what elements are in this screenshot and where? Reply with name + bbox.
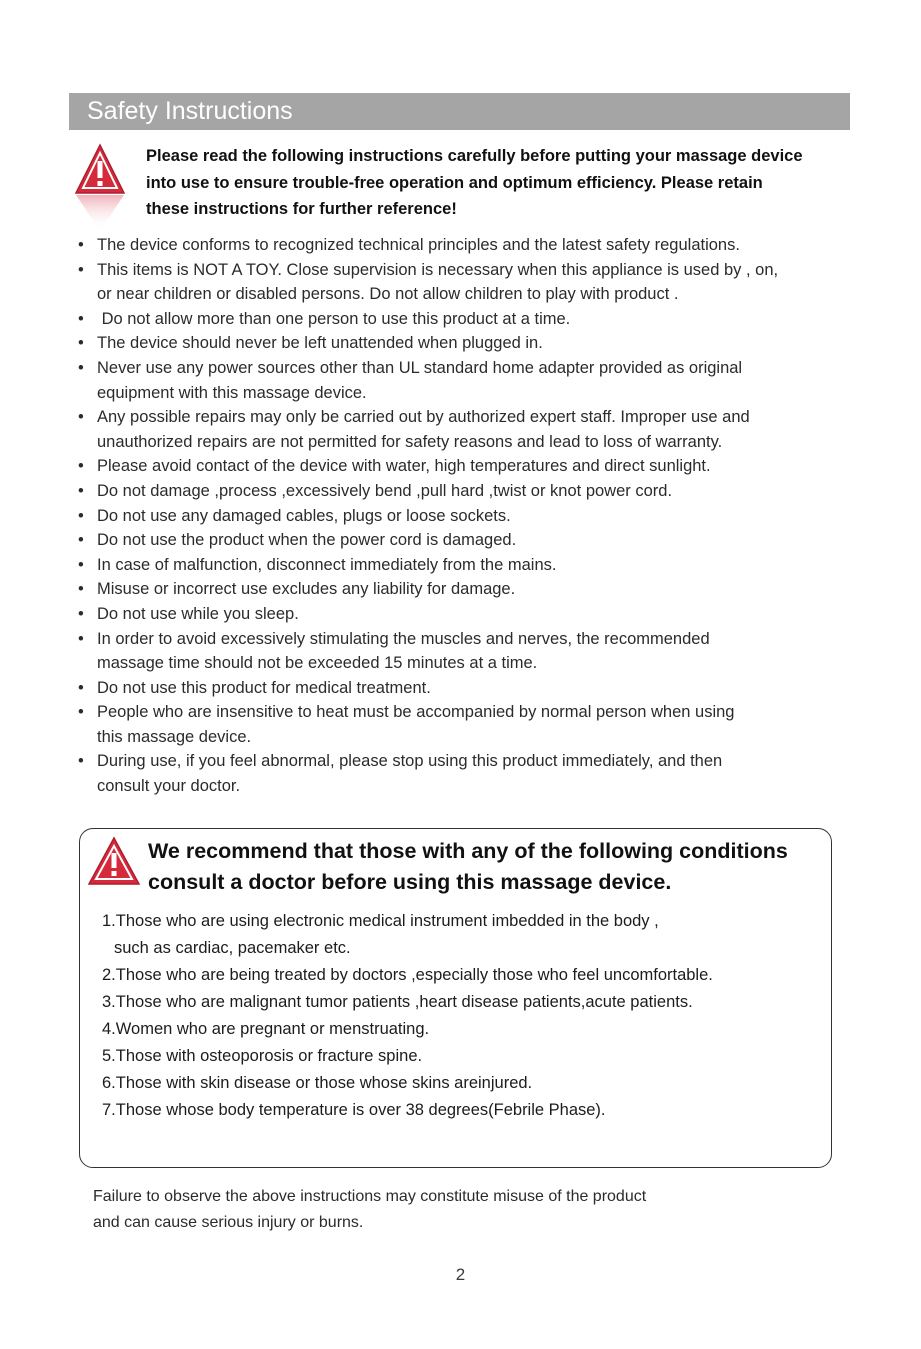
bullet-item bbox=[78, 307, 868, 332]
bullet-text: Please avoid contact of the device with water, high temperatures and direct sunlight. bbox=[97, 457, 711, 476]
intro-line: Please read the following instructions carefully before putting your massage device bbox=[146, 147, 803, 165]
condition-item: such as cardiac, pacemaker etc. bbox=[114, 939, 351, 957]
bullet-symbol: • bbox=[78, 629, 84, 648]
bullet-item bbox=[78, 749, 868, 798]
condition-item: 6.Those with skin disease or those whose skins areinjured. bbox=[102, 1074, 533, 1092]
bullet-text: Do not use this product for medical treatment. bbox=[97, 678, 431, 697]
conditions-list bbox=[102, 908, 713, 1124]
bullet-symbol: • bbox=[78, 604, 84, 623]
footer-line: and can cause serious injury or burns. bbox=[93, 1214, 364, 1231]
safety-bullet-list bbox=[78, 233, 868, 799]
section-title: Safety Instructions bbox=[87, 97, 293, 125]
intro-line: into use to ensure trouble-free operation and optimum efficiency. Please retain bbox=[146, 173, 763, 192]
footer-line: Failure to observe the above instructions may constitute misuse of the product bbox=[93, 1188, 647, 1205]
bullet-item bbox=[78, 528, 868, 553]
page-number: 2 bbox=[455, 1265, 466, 1284]
bullet-item bbox=[78, 479, 868, 504]
bullet-text: Any possible repairs may only be carried out by authorized expert staff. Improper use and bbox=[97, 408, 750, 427]
warning-triangle-icon bbox=[87, 836, 141, 886]
bullet-text: This items is NOT A TOY. Close supervision is necessary when this appliance is used by , on, bbox=[97, 260, 779, 279]
bullet-text: consult your doctor. bbox=[97, 777, 241, 796]
bullet-text: The device conforms to recognized technical principles and the latest safety regulations. bbox=[97, 236, 740, 254]
bullet-item bbox=[78, 331, 868, 356]
condition-item: 5.Those with osteoporosis or fracture spine. bbox=[102, 1047, 423, 1065]
condition-item: 1.Those who are using electronic medical instrument imbedded in the body , bbox=[102, 912, 659, 930]
bullet-item bbox=[78, 577, 868, 602]
bullet-item bbox=[78, 504, 868, 529]
bullet-text: People who are insensitive to heat must be accompanied by normal person when using bbox=[97, 703, 735, 722]
bullet-item bbox=[78, 700, 868, 749]
bullet-item bbox=[78, 405, 868, 454]
bullet-symbol: • bbox=[78, 703, 84, 722]
bullet-symbol: • bbox=[78, 506, 84, 525]
bullet-text: Do not damage ,process ,excessively bend ,pull hard ,twist or knot power cord. bbox=[97, 481, 673, 500]
bullet-symbol: • bbox=[78, 236, 84, 254]
bullet-symbol: • bbox=[78, 309, 84, 328]
bullet-text: this massage device. bbox=[97, 727, 252, 746]
bullet-item bbox=[78, 233, 868, 258]
bullet-text: The device should never be left unattended when plugged in. bbox=[97, 334, 543, 353]
condition-item: 2.Those who are being treated by doctors ,especially those who feel uncomfortable. bbox=[102, 966, 713, 984]
bullet-symbol: • bbox=[78, 408, 84, 427]
bullet-symbol: • bbox=[78, 752, 84, 771]
bullet-symbol: • bbox=[78, 358, 84, 377]
bullet-text: Do not use any damaged cables, plugs or loose sockets. bbox=[97, 506, 511, 525]
bullet-item bbox=[78, 553, 868, 578]
bullet-symbol: • bbox=[78, 531, 84, 550]
bullet-text: Do not use while you sleep. bbox=[97, 604, 299, 623]
bullet-text: equipment with this massage device. bbox=[97, 383, 367, 402]
intro-line: these instructions for further reference! bbox=[146, 200, 457, 218]
bullet-text: During use, if you feel abnormal, please stop using this product immediately, and then bbox=[97, 752, 723, 771]
bullet-item bbox=[78, 258, 868, 307]
bullet-text: Do not allow more than one person to use this product at a time. bbox=[97, 309, 571, 328]
condition-item: 7.Those whose body temperature is over 38 degrees(Febrile Phase). bbox=[102, 1101, 606, 1119]
conditions-heading bbox=[148, 836, 788, 898]
bullet-symbol: • bbox=[78, 580, 84, 599]
bullet-text: Misuse or incorrect use excludes any liability for damage. bbox=[97, 580, 516, 599]
conditions-heading-line: We recommend that those with any of the following conditions bbox=[148, 839, 788, 863]
bullet-text: In order to avoid excessively stimulating the muscles and nerves, the recommended bbox=[97, 629, 710, 648]
bullet-text: unauthorized repairs are not permitted for safety reasons and lead to loss of warranty. bbox=[97, 432, 723, 451]
condition-item: 4.Women who are pregnant or menstruating. bbox=[102, 1020, 430, 1038]
bullet-item bbox=[78, 356, 868, 405]
section-header-bar bbox=[69, 93, 850, 130]
intro-text bbox=[146, 143, 856, 223]
bullet-text: or near children or disabled persons. Do not allow children to play with product . bbox=[97, 285, 679, 304]
bullet-symbol: • bbox=[78, 678, 84, 697]
bullet-text: massage time should not be exceeded 15 minutes at a time. bbox=[97, 654, 538, 673]
bullet-item bbox=[78, 676, 868, 701]
bullet-text: In case of malfunction, disconnect immediately from the mains. bbox=[97, 555, 557, 574]
bullet-symbol: • bbox=[78, 481, 84, 500]
bullet-text: Do not use the product when the power cord is damaged. bbox=[97, 531, 517, 550]
condition-item: 3.Those who are malignant tumor patients ,heart disease patients,acute patients. bbox=[102, 993, 693, 1011]
bullet-symbol: • bbox=[78, 555, 84, 574]
bullet-symbol: • bbox=[78, 334, 84, 353]
bullet-symbol: • bbox=[78, 260, 84, 279]
bullet-text: Never use any power sources other than UL standard home adapter provided as original bbox=[97, 358, 743, 377]
bullet-item bbox=[78, 627, 868, 676]
conditions-heading-line: consult a doctor before using this massage device. bbox=[148, 870, 672, 894]
footer-note bbox=[93, 1184, 646, 1236]
bullet-item bbox=[78, 602, 868, 627]
warning-triangle-icon bbox=[74, 143, 126, 231]
bullet-item bbox=[78, 454, 868, 479]
bullet-symbol: • bbox=[78, 457, 84, 476]
